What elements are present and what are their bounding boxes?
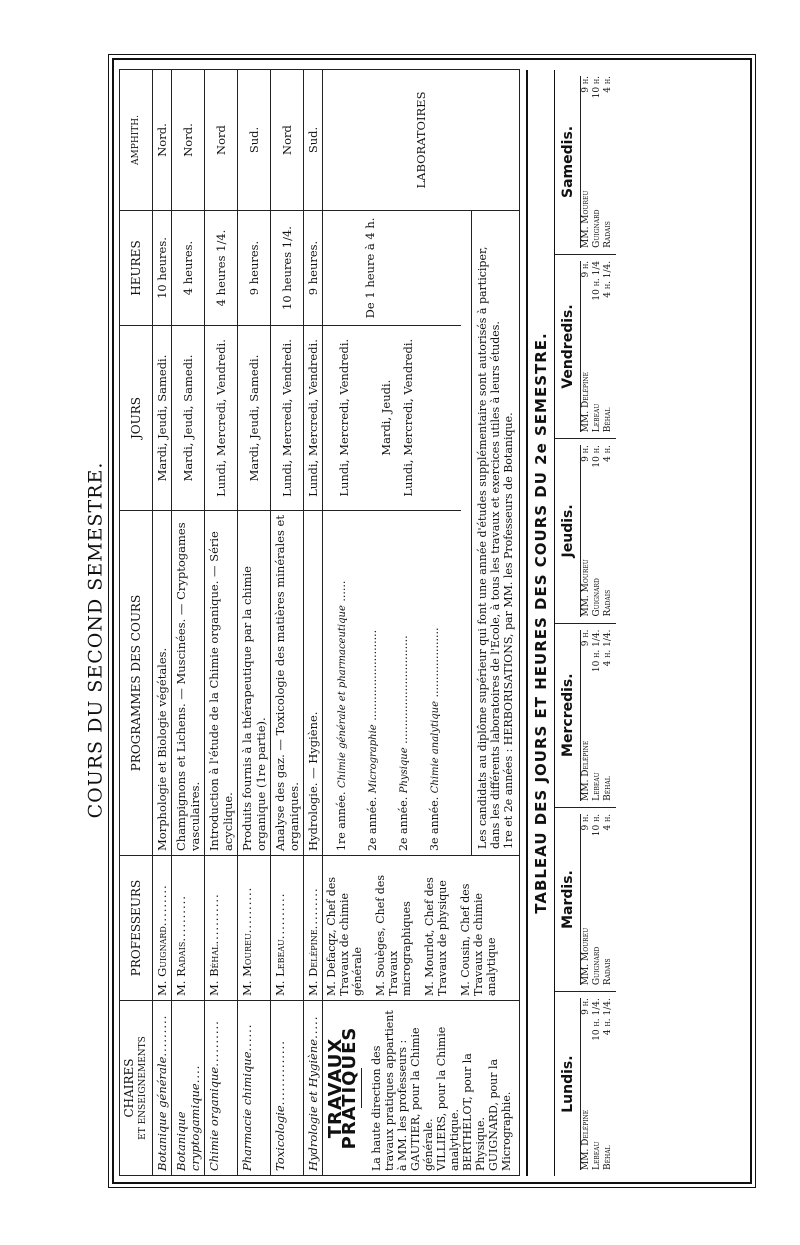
header-chaires-line1: CHAIRES (122, 1058, 136, 1118)
schedule-entry (592, 814, 603, 985)
header-heures: HEURES (120, 211, 153, 326)
tp-direction-cell (323, 1001, 520, 1176)
programme-cell: Introduction à l'étude de la Chimie organique. — Série acyclique. (205, 511, 238, 856)
day-column (555, 992, 616, 1176)
tp-annee-matiere: Chimie analytique (430, 700, 441, 794)
jours-cell: Mardi, Jeudi, Samedi. (153, 326, 172, 511)
schedule-hour: 10 h. 1/4. (592, 629, 602, 673)
tp-chef: M. Cousin, Chef des Travaux de chimie analytique (459, 883, 498, 996)
schedule-entry (603, 76, 614, 248)
schedule-hour: 10 h. 1/4 (592, 260, 602, 301)
prof-cell: M. Lebeau.......... (271, 856, 304, 1001)
day-column (555, 807, 616, 991)
prof-name: M. Guignard (155, 926, 169, 996)
tp-programme-cell (323, 211, 520, 856)
course-sheet (119, 70, 749, 1176)
schedule-prof: Lebeau (592, 403, 602, 433)
schedule-entry (603, 261, 614, 432)
jours-cell: Lundi, Mercredi, Vendredi. (271, 326, 304, 511)
prof-cell: M. Moureu.......... (238, 856, 271, 1001)
schedule-hour: 9 h. (581, 260, 591, 278)
schedule-hour: 4 h. 1/4. (603, 629, 613, 667)
tp-candidats (471, 211, 519, 855)
amphi-cell: Nord. (153, 70, 172, 211)
header-professeurs: PROFESSEURS (120, 856, 153, 1001)
day-schedule (581, 814, 614, 985)
tp-annee: 1re année. Chimie générale et pharmaceutique ...... (335, 580, 348, 851)
schedule-hour: 4 h. 1/4. (603, 260, 613, 298)
tp-chefs-cell (323, 856, 520, 1001)
heures-cell: 9 heures. (304, 211, 323, 326)
heures-cell: 10 heures 1/4. (271, 211, 304, 326)
tp-title: TRAVAUX PRATIQUES (325, 1026, 360, 1150)
tp-intro: La haute direction des travaux pratiques appartient à MM. les professeurs : (370, 1010, 409, 1171)
schedule-hour: 4 h. (603, 445, 613, 462)
heures-cell: 4 heures 1/4. (205, 211, 238, 326)
day-name: Jeudis. (557, 445, 581, 616)
tp-jour: Lundi, Mercredi, Vendredi. (337, 338, 351, 497)
chaire-cell: Toxicologie.............. (271, 1001, 304, 1176)
chaire-label: Pharmacie chimique (240, 1051, 254, 1171)
schedule-prof: MM. Delépine (581, 372, 591, 433)
amphi-cell: Nord (205, 70, 238, 211)
day-name: Mercredis. (557, 630, 581, 801)
prof-cell: M. Guignard......... (153, 856, 172, 1001)
schedule-entry (581, 261, 592, 432)
schedule-entry (592, 445, 603, 616)
prof-cell: M. Béhal........... (205, 856, 238, 1001)
heures-cell: 9 heures. (238, 211, 271, 326)
header-jours: JOURS (120, 326, 153, 511)
tp-annees (323, 511, 461, 855)
prof-name: M. Radais (174, 941, 188, 996)
schedule-prof: Béhal (603, 1145, 613, 1170)
schedule-hour: 9 h. (581, 629, 591, 647)
tp-annee: 3e année. Chimie analytique .................... (428, 627, 441, 851)
tp-annee-matiere: Physique (399, 747, 410, 794)
schedule-prof: MM. Delépine (581, 740, 591, 801)
day-column (555, 254, 616, 438)
schedule-entry (603, 814, 614, 985)
schedule-entry (581, 445, 592, 616)
tp-direction: BERTHELOT, pour la Physique. (461, 1053, 487, 1171)
chaire-label: Botanique générale (155, 1056, 169, 1171)
tp-jour: Lundi, Mercredi, Vendredi. (401, 338, 415, 497)
header-chaires-line2: ET ENSEIGNEMENTS (138, 1036, 148, 1140)
schedule-entry (592, 261, 603, 432)
page-heading (80, 90, 110, 1190)
schedule-entry (592, 998, 603, 1170)
prof-name: M. Béhal (207, 944, 221, 996)
schedule-prof: Guignard (592, 578, 602, 617)
schedule-hour: 4 h. (603, 76, 613, 93)
table-row (271, 70, 304, 1176)
table-row (205, 70, 238, 1176)
header-row (120, 70, 153, 1176)
tp-divider (361, 1068, 362, 1108)
amphi-cell: Sud. (238, 70, 271, 211)
tp-direction: VILLIERS, pour la Chimie analytique. (435, 1026, 461, 1171)
chaire-cell: Hydrologie et Hygiène..... (304, 1001, 323, 1176)
heures-cell: 10 heures. (153, 211, 172, 326)
schedule-hour: 9 h. (581, 76, 591, 93)
day-name: Lundis. (557, 998, 581, 1170)
jours-cell: Lundi, Mercredi, Vendredi. (205, 326, 238, 511)
programme-cell: Produits fournis à la thérapeutique par la chimie organique (1re partie). (238, 511, 271, 856)
day-name: Mardis. (557, 814, 581, 985)
tp-annee-label: 3e année. (428, 796, 441, 851)
prof-name: M. Lebeau (273, 939, 287, 996)
schedule-prof: Radais (603, 221, 613, 248)
tp-chef: M. Mourlot, Chef des Travaux de physique (423, 877, 449, 996)
day-column (555, 623, 616, 807)
schedule-prof: MM. Delépine (581, 1109, 591, 1170)
programme-cell: Hydrologie. — Hygiène. (304, 511, 323, 856)
schedule-prof: MM. Moureu (581, 927, 591, 986)
day-schedule (581, 630, 614, 801)
schedule-prof: Radais (603, 958, 613, 986)
tp-annee: 2e année. Micrographie .......................... (366, 629, 379, 851)
tp-jour: Mardi, Jeudi. (379, 379, 393, 456)
day-schedule (581, 261, 614, 432)
chaire-label: Chimie organique (207, 1066, 221, 1171)
table-row (304, 70, 323, 1176)
tp-chef: M. Defacqz, Chef des Travaux de chimie générale (325, 877, 364, 996)
tp-candidats-text: Les candidats au diplôme supérieur qui font une année d'études supplémentaire sont autorisés à participer, dans les différents laboratoires de l'Ecole, à tous les travaux et exercices utiles à leurs études. (476, 246, 502, 849)
day-schedule (581, 76, 614, 248)
prof-name: M. Moureu (240, 933, 254, 996)
schedule-prof: MM. Moureu (581, 190, 591, 248)
amphi-cell: Nord (271, 70, 304, 211)
schedule-hour: 4 h. 1/4. (603, 998, 613, 1036)
schedule-entry (603, 630, 614, 801)
day-name: Vendredis. (557, 261, 581, 432)
tp-direction: GUIGNARD, pour la Micrographie. (487, 1058, 513, 1171)
programme-cell: Analyse des gaz. — Toxicologie des matières minérales et organiques. (271, 511, 304, 856)
schedule-hour: 9 h. (581, 813, 591, 831)
tp-annee-matiere: Chimie générale et pharmaceutique (337, 605, 348, 788)
programme-cell: Champignons et Lichens. — Muscinées. — Cryptogames vasculaires. (172, 511, 205, 856)
chaire-cell: Botanique générale......... (153, 1001, 172, 1176)
day-schedule (581, 998, 614, 1170)
course-table (119, 69, 520, 1176)
schedule-prof: Guignard (592, 946, 602, 986)
schedule-entry (581, 630, 592, 801)
day-column (555, 70, 616, 254)
tp-annee-label: 1re année. (335, 791, 348, 851)
tp-heures: De 1 heure à 4 h. (323, 211, 461, 326)
header-programmes: PROGRAMMES DES COURS (120, 511, 153, 856)
tableau-days (555, 70, 616, 1176)
programme-cell: Morphologie et Biologie végétales. (153, 511, 172, 856)
schedule-hour: 10 h. (592, 76, 602, 99)
schedule-entry (581, 76, 592, 248)
day-column (555, 439, 616, 623)
schedule-prof: Béhal (603, 776, 613, 801)
page-frame (112, 58, 752, 1184)
schedule-hour: 9 h. (581, 998, 591, 1015)
tp-herborisations: 1re et 2e années : HERBORISATIONS, par MM. les Professeurs de Botanique. (502, 412, 515, 849)
chaire-label: Hydrologie et Hygiène (306, 1038, 320, 1171)
jours-cell: Mardi, Jeudi, Samedi. (238, 326, 271, 511)
tp-chef: M. Souèges, Chef des Travaux micrographiques (374, 875, 413, 996)
schedule-hour: 9 h. (581, 445, 591, 462)
header-chaires (120, 1001, 153, 1176)
schedule-hour: 10 h. (592, 813, 602, 837)
schedule-entry (603, 445, 614, 616)
prof-name: M. Delépine (306, 929, 320, 996)
heures-cell: 4 heures. (172, 211, 205, 326)
tp-annee: 2e année. Physique ............................... (397, 635, 410, 851)
schedule-prof: Guignard (592, 209, 602, 248)
prof-cell: M. Delépine......... (304, 856, 323, 1001)
schedule-prof: MM. Moureu (581, 559, 591, 617)
day-schedule (581, 445, 614, 616)
jours-cell: Lundi, Mercredi, Vendredi. (304, 326, 323, 511)
schedule-prof: Béhal (603, 407, 613, 433)
tp-annee-label: 2e année. (366, 796, 379, 851)
tp-jours (323, 326, 461, 511)
chaire-cell: Pharmacie chimique...... (238, 1001, 271, 1176)
schedule-entry (581, 814, 592, 985)
schedule-prof: Radais (603, 589, 613, 617)
schedule-entry (603, 998, 614, 1170)
travaux-pratiques-row (323, 70, 520, 1176)
chaire-cell: Botanique cryptogamique.... (172, 1001, 205, 1176)
page-heading-text: COURS DU SECOND SEMESTRE. (84, 461, 107, 819)
schedule-prof: Lebeau (592, 772, 602, 801)
header-amphi: AMPHITH. (120, 70, 153, 211)
laboratoires-cell: LABORATOIRES (323, 70, 520, 211)
day-name: Samedis. (557, 76, 581, 248)
chaire-cell: Chimie organique.......... (205, 1001, 238, 1176)
chaire-label: Botanique cryptogamique (174, 1083, 202, 1171)
table-row (172, 70, 205, 1176)
schedule-hour: 4 h. (603, 813, 613, 831)
prof-cell: M. Radais.......... (172, 856, 205, 1001)
amphi-cell: Nord. (172, 70, 205, 211)
tp-annee-matiere: Micrographie (368, 724, 379, 794)
amphi-cell: Sud. (304, 70, 323, 211)
tp-annee-label: 2e année. (397, 796, 410, 851)
table-row (153, 70, 172, 1176)
schedule-hour: 10 h. 1/4. (592, 998, 602, 1041)
schedule-entry (581, 998, 592, 1170)
schedule-entry (592, 630, 603, 801)
schedule-entry (592, 76, 603, 248)
chaire-label: Toxicologie (273, 1105, 287, 1171)
schedule-prof: Lebeau (592, 1141, 602, 1170)
schedule-hour: 10 h. (592, 445, 602, 468)
table-row (238, 70, 271, 1176)
tableau-title: TABLEAU DES JOURS ET HEURES DES COURS DU 2e SEMESTRE. (526, 70, 555, 1176)
jours-cell: Mardi, Jeudi, Samedi. (172, 326, 205, 511)
tp-direction: GAUTIER, pour la Chimie générale. (409, 1027, 435, 1171)
